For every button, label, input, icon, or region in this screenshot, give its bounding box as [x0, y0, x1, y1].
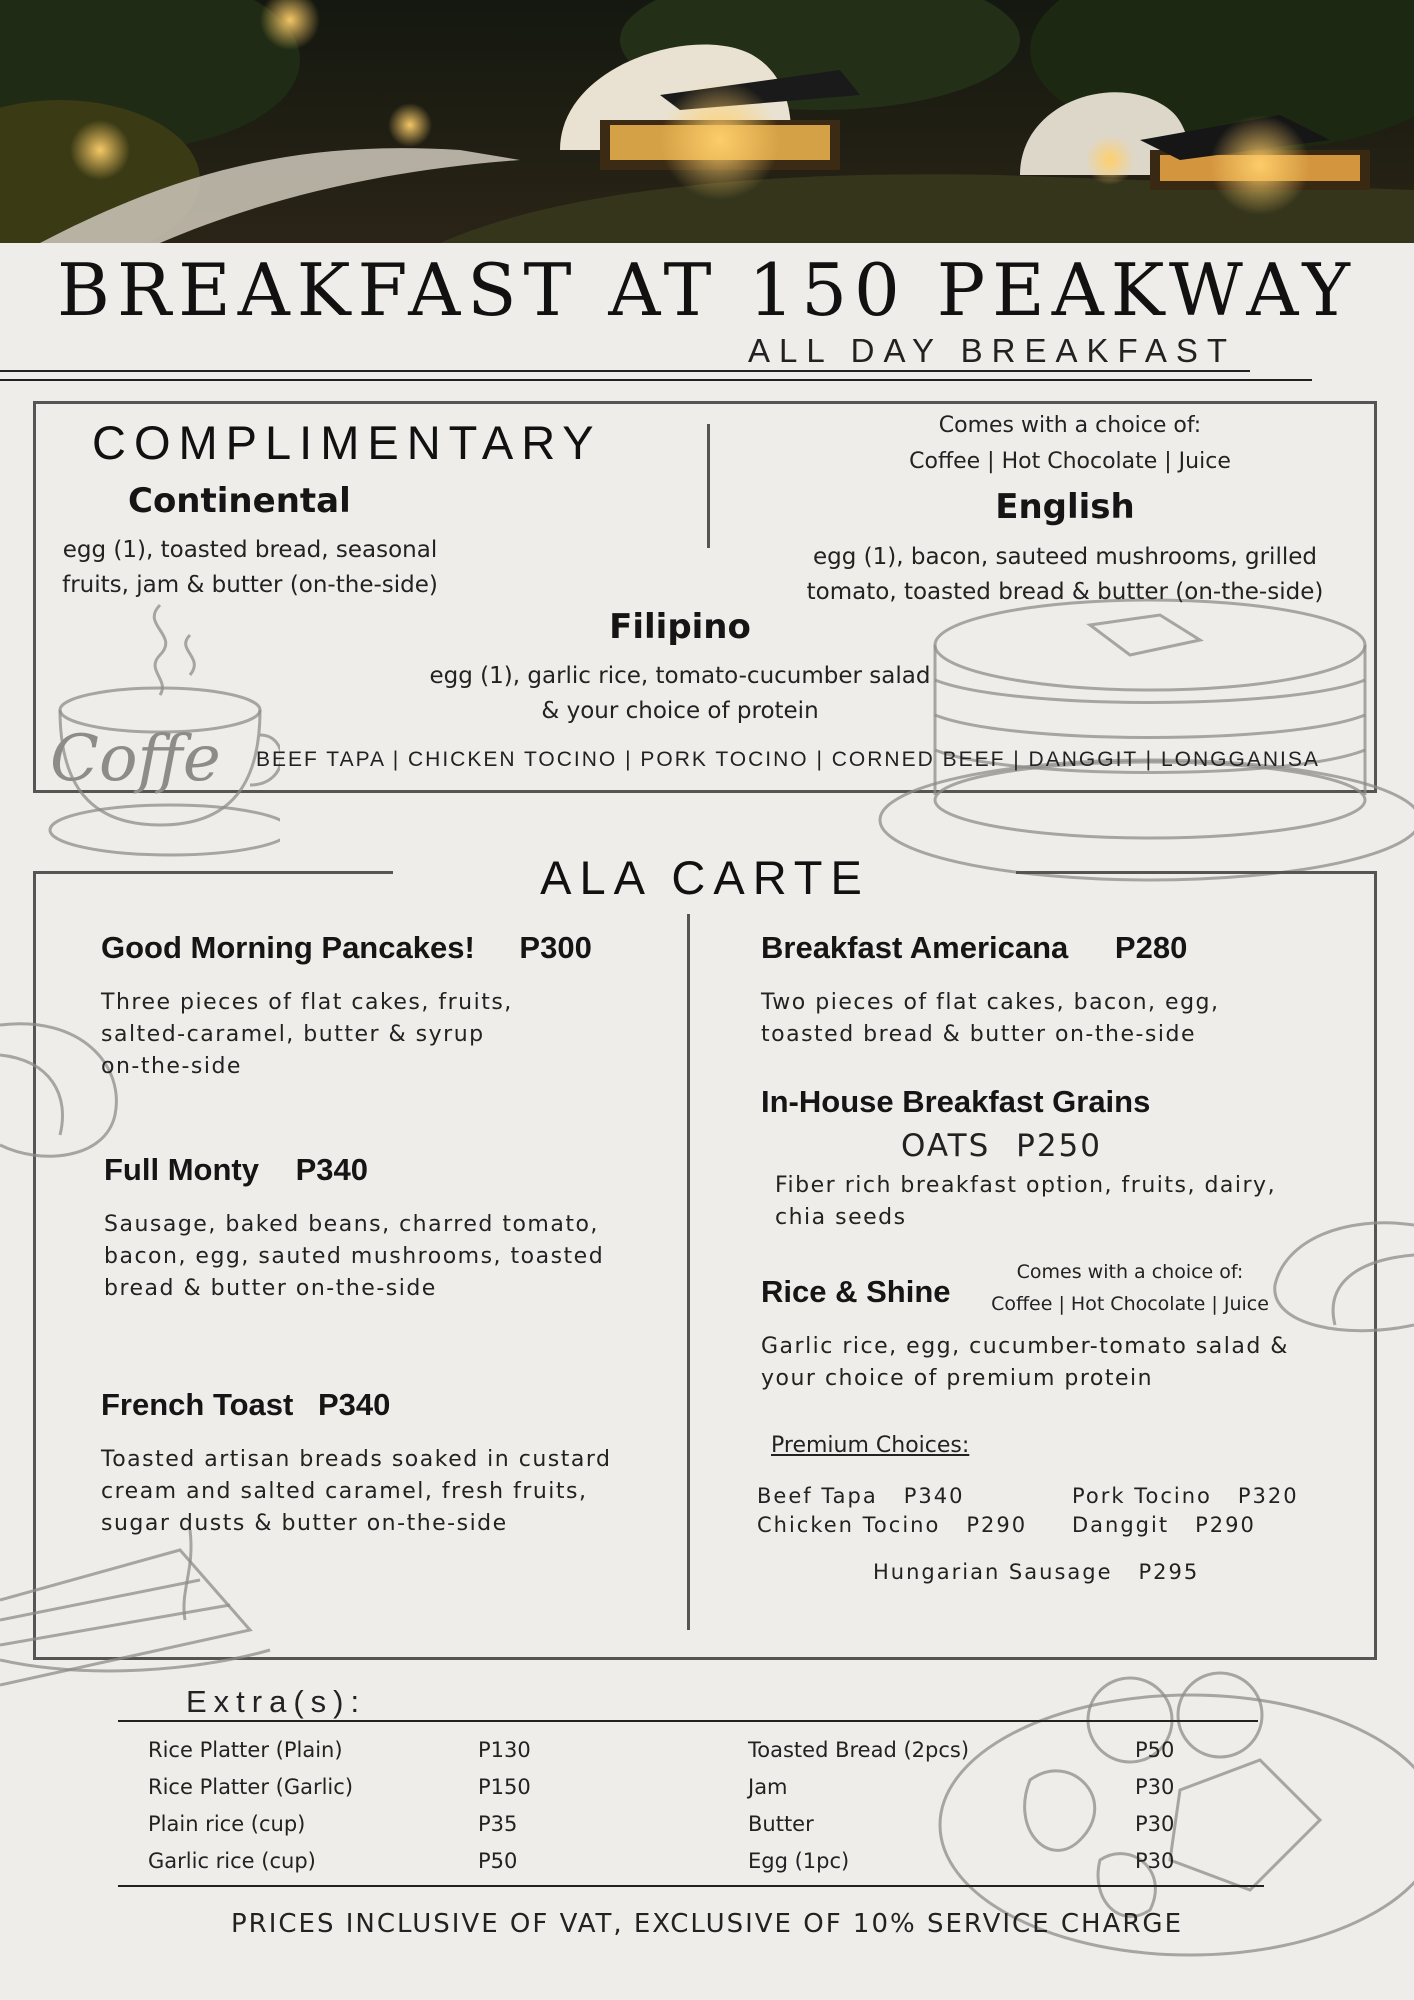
full-monty-item — [104, 1152, 368, 1188]
french-toast-description: Toasted artisan breads soaked in custard cream and salted caramel, fresh fruits, sugar dusts & butter on-the-side — [101, 1447, 612, 1536]
premium-choices-heading: Premium Choices: — [771, 1433, 970, 1458]
premium-choice-pork-tocino: Pork Tocino P320 — [1072, 1484, 1299, 1508]
complimentary-divider — [707, 424, 710, 548]
rice-shine-heading: Rice & Shine — [761, 1274, 951, 1309]
americana-name: Breakfast Americana — [761, 930, 1069, 965]
pancakes-price: P300 — [519, 930, 592, 965]
continental-heading: Continental — [128, 481, 351, 521]
coffee-cup-icon — [40, 595, 280, 860]
rice-shine-choice — [960, 1256, 1300, 1320]
ala-carte-divider — [687, 914, 690, 1630]
page-subtitle: ALL DAY BREAKFAST — [748, 332, 1237, 369]
pancakes-item — [101, 930, 592, 966]
sandwich-icon — [0, 1510, 280, 1710]
complimentary-choice-label: Comes with a choice of: — [938, 413, 1202, 438]
french-toast-price: P340 — [317, 1387, 391, 1422]
premium-choice-beef-tapa: Beef Tapa P340 — [757, 1484, 965, 1508]
title-rule-top — [0, 370, 1250, 372]
ala-carte-heading: ALA CARTE — [540, 851, 870, 904]
americana-description: Two pieces of flat cakes, bacon, egg, toasted bread & butter on-the-side — [761, 990, 1220, 1047]
americana-price: P280 — [1114, 930, 1188, 965]
rice-shine-choice-options: Coffee | Hot Chocolate | Juice — [991, 1293, 1269, 1315]
full-monty-description: Sausage, baked beans, charred tomato, bacon, egg, sauted mushrooms, toasted bread & butter on-the-side — [104, 1212, 605, 1301]
complimentary-choice-options: Coffee | Hot Chocolate | Juice — [909, 449, 1231, 474]
pancake-stack-icon — [860, 585, 1414, 885]
extras-heading: Extra(s): — [186, 1684, 367, 1719]
ala-carte-border-top-left — [33, 871, 393, 874]
coffee-script-text: Coffe — [50, 722, 221, 796]
full-monty-name: Full Monty — [104, 1152, 259, 1187]
premium-choice-danggit: Danggit P290 — [1072, 1513, 1256, 1537]
grains-description: Fiber rich breakfast option, fruits, dairy, chia seeds — [775, 1173, 1277, 1230]
french-toast-name: French Toast — [101, 1387, 294, 1422]
title-rule-bottom — [0, 379, 1312, 381]
ala-carte-border-top-right — [1016, 871, 1377, 874]
rice-shine-choice-label: Comes with a choice of: — [1016, 1261, 1244, 1283]
premium-choice-hungarian-sausage: Hungarian Sausage P295 — [873, 1560, 1200, 1584]
extras-rule-bottom — [118, 1885, 1264, 1887]
footer-note: PRICES INCLUSIVE OF VAT, EXCLUSIVE OF 10% SERVICE CHARGE — [230, 1909, 1183, 1939]
extras-rule-top — [118, 1720, 1258, 1722]
oats-item — [901, 1128, 1102, 1164]
filipino-protein-options: BEEF TAPA | CHICKEN TOCINO | PORK TOCINO | CORNED BEEF | DANGGIT | LONGGANISA — [256, 748, 1320, 771]
english-heading: English — [995, 487, 1135, 527]
premium-choice-chicken-tocino: Chicken Tocino P290 — [757, 1513, 1028, 1537]
filipino-description: egg (1), garlic rice, tomato-cucumber salad & your choice of protein — [429, 663, 931, 724]
pancakes-name: Good Morning Pancakes! — [101, 930, 475, 965]
glamping-domes-image — [0, 0, 1414, 243]
full-monty-price: P340 — [295, 1152, 369, 1187]
filipino-heading: Filipino — [609, 607, 751, 647]
grains-heading: In-House Breakfast Grains — [761, 1084, 1151, 1119]
hero-photo — [0, 0, 1414, 243]
complimentary-heading: COMPLIMENTARY — [92, 416, 602, 469]
oats-price: P250 — [1016, 1128, 1103, 1164]
americana-item — [761, 930, 1187, 966]
page-title: BREAKFAST AT 150 PEAKWAY — [57, 248, 1357, 332]
continental-description: egg (1), toasted bread, seasonal fruits, jam & butter (on-the-side) — [62, 537, 438, 598]
english-description: egg (1), bacon, sauteed mushrooms, grilled tomato, toasted bread & butter (on-the-side) — [806, 544, 1324, 605]
french-toast-item — [101, 1387, 390, 1423]
rice-shine-description: Garlic rice, egg, cucumber-tomato salad & your choice of premium protein — [761, 1334, 1289, 1391]
pancakes-description: Three pieces of flat cakes, fruits, salted-caramel, butter & syrup on-the-side — [101, 990, 513, 1079]
oats-name: OATS — [901, 1128, 991, 1164]
